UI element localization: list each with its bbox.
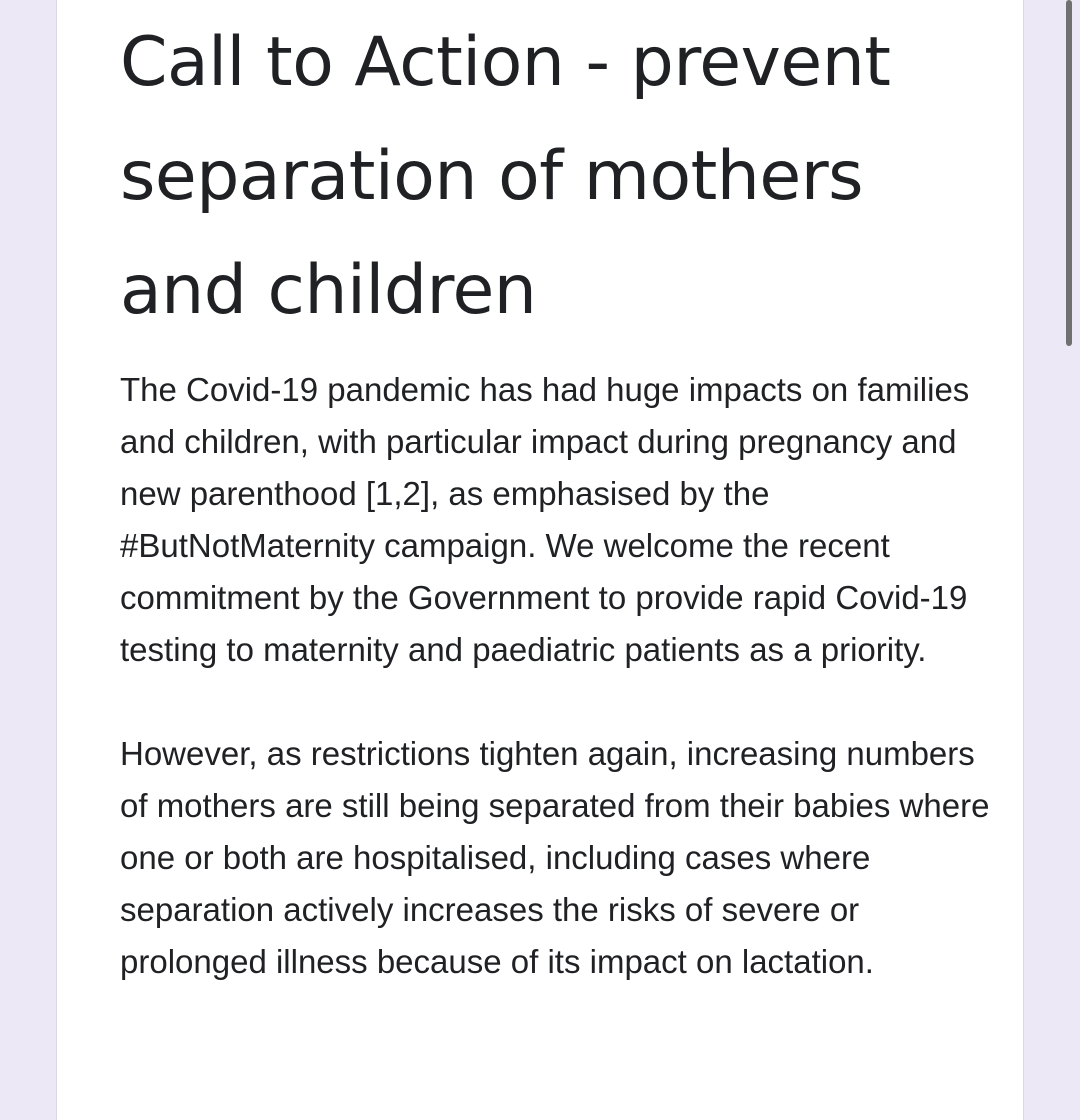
form-title: Call to Action - prevent separation of mothers and children [120,23,891,330]
description-paragraph: However, as restrictions tighten again, increasing numbers of mothers are still being separated from their babies where one or both are hospitalised, including cases where separation actively increases the risks of severe or prolonged illness because of its impact on lactation. [120,735,990,980]
description-paragraph: The Covid-19 pandemic has had huge impacts on families and children, with particular impact during pregnancy and new parenthood [1,2], as emphasised by the #ButNotMaternity campaign. We welcome the recent commitment by the Government to provide rapid Covid-19 testing to maternity and paediatric patients as a priority. [120,371,970,668]
form-description [120,364,1000,1040]
scrollbar-thumb[interactable] [1066,0,1072,346]
